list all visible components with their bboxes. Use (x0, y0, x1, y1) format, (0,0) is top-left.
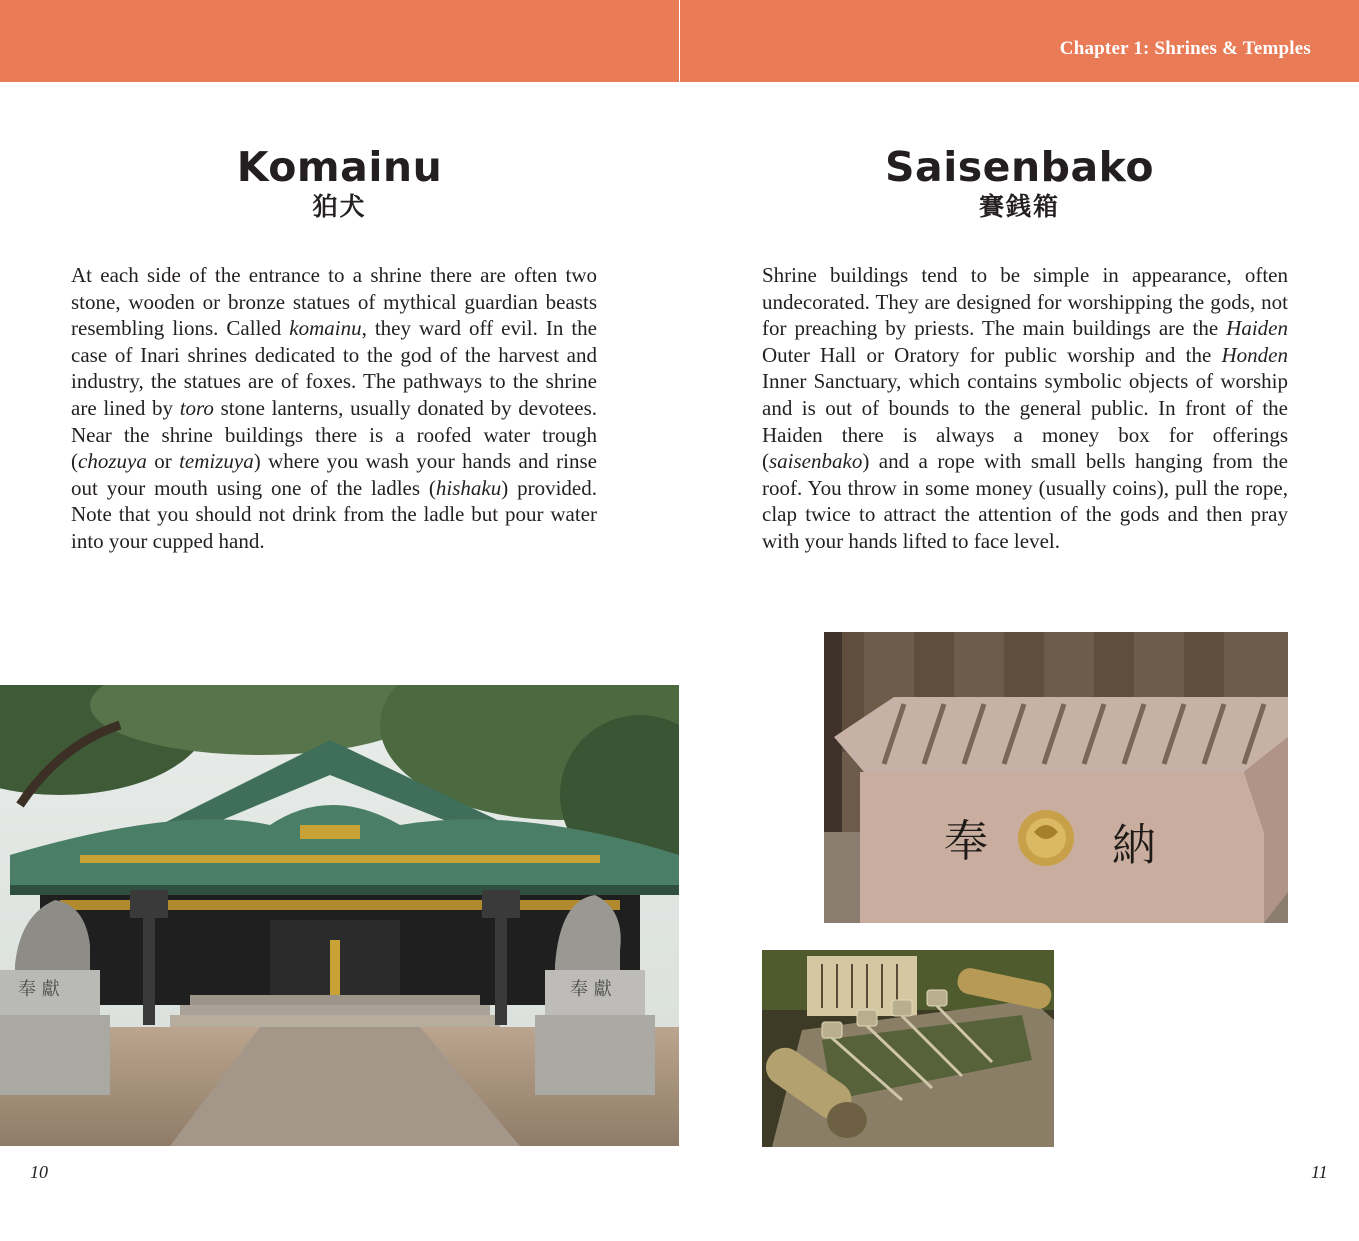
text-run: , they ward off evil. In the case of Inari shrines dedicated to the god of the harvest and industry, the statues are of foxes. The pathways to the shrine are lined by (71, 316, 597, 420)
italic-term: Haiden (1226, 316, 1288, 341)
left-page-paragraph (71, 262, 597, 555)
text-run: ) provided. Note that you should not drink from the ladle but pour water into your cupped hand. (71, 475, 597, 553)
text-run: Shrine buildings tend to be simple in appearance, often undecorated. They are designed for worshipping the gods, not for preaching by priests. The main buildings are the (762, 263, 1288, 341)
header-band-left (0, 0, 679, 82)
text-run: or (146, 449, 180, 474)
text-run: Outer Hall or Oratory for public worship and the (762, 342, 1222, 367)
right-page-number: 11 (1311, 1162, 1328, 1182)
italic-term: temizuya (179, 449, 254, 474)
right-page (680, 0, 1359, 1241)
chapter-heading: Chapter 1: Shrines & Temples (1059, 38, 1311, 59)
right-page-kanji: 賽銭箱 (978, 192, 1060, 221)
text-run: ) where you wash your hands and rinse out your mouth using one of the ladles ( (71, 449, 597, 500)
italic-term: chozuya (78, 449, 147, 474)
left-page (0, 0, 679, 1241)
box-char-right: 納 (1112, 820, 1156, 871)
box-char-left: 奉 (944, 816, 988, 867)
italic-term: hishaku (435, 475, 502, 500)
left-page-title: Komainu (236, 143, 443, 191)
text-run: stone lanterns, usually donated by devotees. Near the shrine buildings there is a roofed water trough ( (71, 395, 597, 474)
italic-term: toro (179, 395, 214, 420)
text-run: At each side of the entrance to a shrine there are often two stone, wooden or bronze statues of mythical guardian beasts resembling lions. Called (71, 263, 597, 341)
water-trough-photo (762, 950, 1054, 1147)
left-page-kanji: 狛犬 (312, 192, 367, 221)
text-run: ) and a rope with small bells hanging from the roof. You throw in some money (usually coins), pull the rope, clap twice to attract the attention of the gods and then pray with your hands lifted to face level. (762, 449, 1288, 553)
plaque-right-text: 奉 獻 (570, 979, 612, 1000)
right-page-paragraph (762, 262, 1288, 555)
italic-term: komainu (289, 316, 362, 341)
italic-term: saisenbako (769, 449, 863, 474)
shrine-photo (0, 685, 679, 1146)
text-run: Inner Sanctuary, which contains symbolic objects of worship and is out of bounds to the general public. In front of the Haiden there is always a money box for offerings ( (762, 369, 1288, 474)
offering-box-photo (824, 632, 1288, 923)
plaque-left-text: 奉 獻 (18, 979, 60, 1000)
italic-term: Honden (1221, 342, 1288, 367)
left-page-number: 10 (30, 1162, 48, 1182)
right-page-title: Saisenbako (885, 143, 1154, 191)
